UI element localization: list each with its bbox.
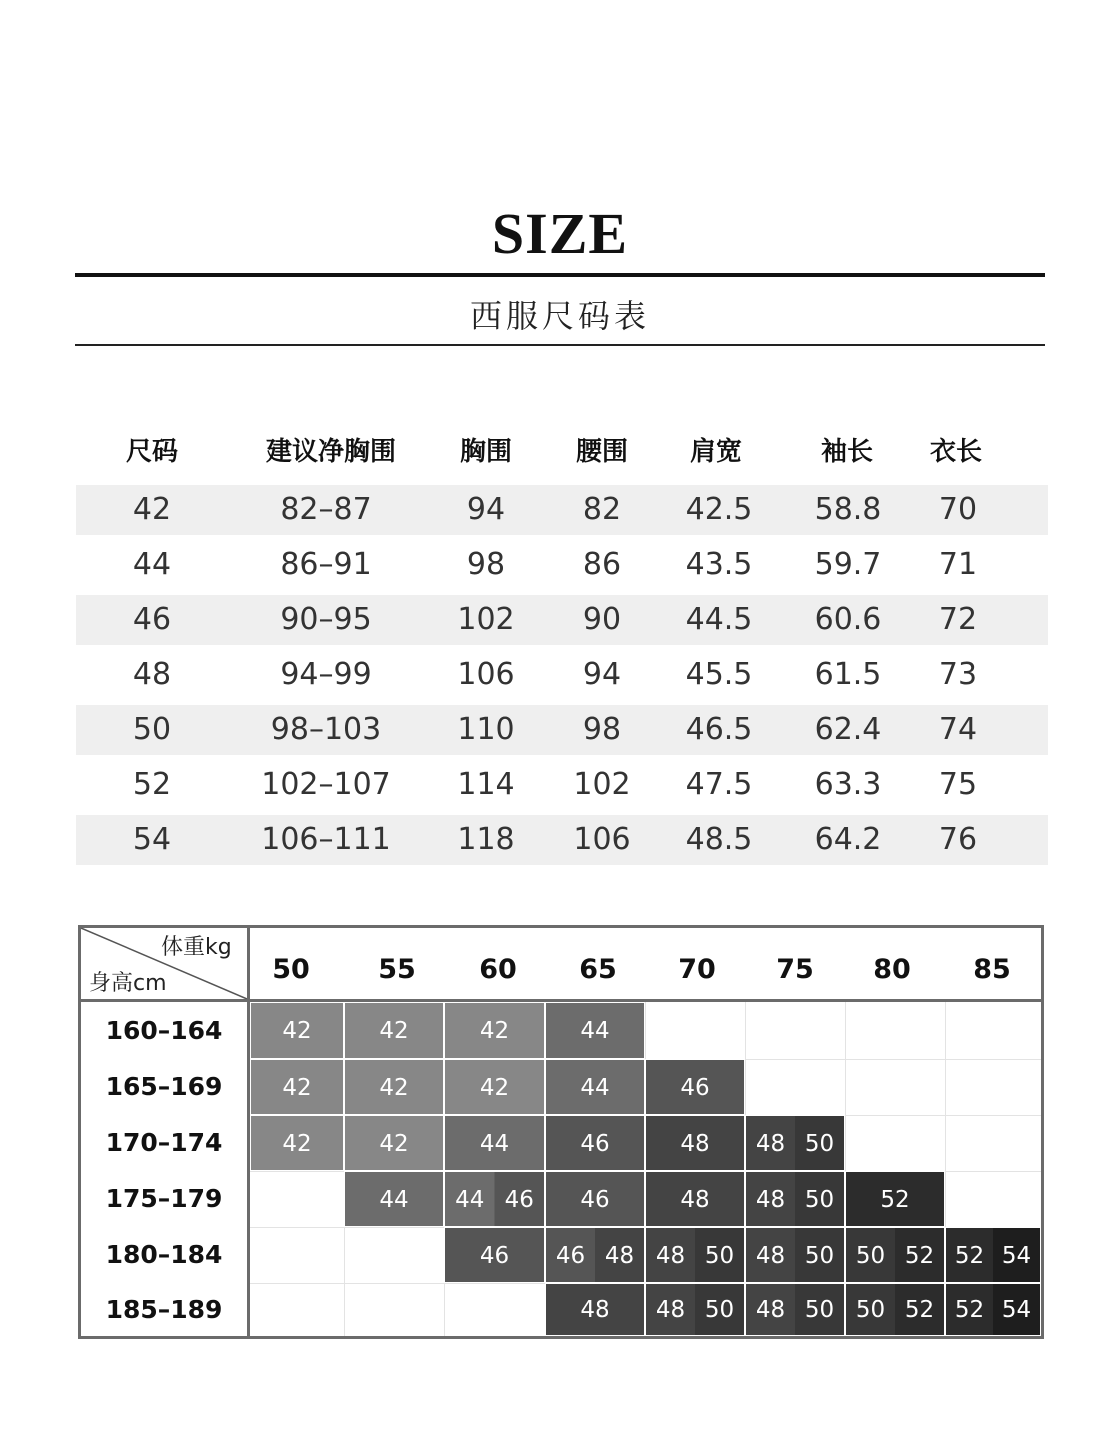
cell-sleeve: 59.7 — [814, 547, 882, 582]
size-cell — [444, 1002, 545, 1059]
size-cell — [645, 1227, 745, 1283]
size-label: 48 — [680, 1131, 710, 1157]
size-label: 54 — [1001, 1297, 1032, 1323]
cell-waist: 86 — [582, 547, 622, 582]
size-label: 44 — [580, 1018, 610, 1044]
cell-length: 73 — [938, 657, 978, 692]
size-cell — [545, 1115, 645, 1171]
header-chest: 胸围 — [459, 437, 513, 467]
size-label: 52 — [954, 1297, 985, 1323]
size-label: 48 — [604, 1243, 635, 1269]
cell-suggested-chest: 86–91 — [280, 547, 372, 582]
size-cell — [545, 1059, 645, 1115]
row-shading — [76, 705, 1048, 755]
cell-sleeve: 62.4 — [814, 712, 882, 747]
cell-chest: 106 — [457, 657, 515, 692]
table-row — [76, 535, 1048, 590]
cell-chest: 94 — [466, 492, 506, 527]
size-label: 46 — [555, 1243, 586, 1269]
size-cell — [745, 1227, 845, 1283]
size-cell — [845, 1283, 945, 1336]
size-label: 48 — [655, 1243, 686, 1269]
title-rule — [75, 273, 1045, 277]
cell-sleeve: 63.3 — [814, 767, 882, 802]
cell-size: 48 — [132, 657, 172, 692]
size-label: 48 — [580, 1297, 610, 1323]
size-label: 50 — [804, 1131, 835, 1157]
size-cell — [745, 1171, 845, 1227]
weight-header: 55 — [378, 954, 416, 985]
cell-shoulder: 42.5 — [685, 492, 753, 527]
size-cell — [444, 1227, 545, 1283]
size-cell — [344, 1115, 444, 1171]
size-cell — [344, 1059, 444, 1115]
cell-waist: 90 — [582, 602, 622, 637]
size-label: 46 — [680, 1075, 710, 1101]
cell-size: 46 — [132, 602, 172, 637]
subtitle-rule — [75, 344, 1045, 346]
size-cell — [344, 1171, 444, 1227]
weight-header: 70 — [678, 954, 716, 985]
cell-shoulder: 45.5 — [685, 657, 753, 692]
cell-size: 52 — [132, 767, 172, 802]
size-cell — [645, 1115, 745, 1171]
size-label: 44 — [580, 1075, 610, 1101]
weight-header: 75 — [776, 954, 814, 985]
height-header: 185–189 — [105, 1295, 223, 1324]
size-cell — [645, 1059, 745, 1115]
height-header: 170–174 — [105, 1128, 223, 1157]
page-subtitle: 西服尺码表 — [469, 297, 650, 335]
size-label: 46 — [479, 1243, 510, 1269]
size-label: 44 — [479, 1131, 510, 1157]
cell-suggested-chest: 98–103 — [270, 712, 382, 747]
size-label: 42 — [282, 1131, 312, 1157]
size-label: 50 — [804, 1297, 835, 1323]
size-label: 42 — [479, 1018, 510, 1044]
table-row — [76, 810, 1048, 865]
cell-length: 76 — [938, 822, 978, 857]
height-header: 180–184 — [105, 1240, 223, 1269]
size-label: 42 — [479, 1075, 510, 1101]
cell-suggested-chest: 102–107 — [261, 767, 391, 802]
size-label: 42 — [282, 1075, 312, 1101]
size-cell — [745, 1115, 845, 1171]
weight-header: 80 — [873, 954, 911, 985]
table-row — [76, 645, 1048, 700]
cell-suggested-chest: 82–87 — [280, 492, 372, 527]
size-label: 46 — [580, 1187, 610, 1213]
cell-sleeve: 64.2 — [814, 822, 882, 857]
height-weight-size-grid — [78, 925, 1044, 1339]
size-label: 52 — [904, 1297, 935, 1323]
cell-length: 75 — [938, 767, 978, 802]
row-shading — [76, 595, 1048, 645]
size-cell — [545, 1171, 645, 1227]
row-shading — [76, 485, 1048, 535]
size-label: 48 — [755, 1243, 786, 1269]
size-label: 42 — [379, 1018, 409, 1044]
size-cell — [250, 1059, 344, 1115]
cell-shoulder: 46.5 — [685, 712, 753, 747]
size-label: 48 — [680, 1187, 710, 1213]
size-label: 50 — [704, 1297, 735, 1323]
cell-waist: 98 — [582, 712, 622, 747]
size-cell — [545, 1283, 645, 1336]
cell-sleeve: 58.8 — [814, 492, 882, 527]
table-row — [76, 755, 1048, 810]
cell-suggested-chest: 94–99 — [280, 657, 372, 692]
size-cell — [444, 1115, 545, 1171]
cell-size: 44 — [132, 547, 172, 582]
header-shoulder: 肩宽 — [689, 437, 743, 467]
table-row — [76, 480, 1048, 535]
weight-header: 85 — [973, 954, 1011, 985]
size-cell — [545, 1227, 645, 1283]
cell-size: 54 — [132, 822, 172, 857]
header-sleeve: 袖长 — [820, 437, 874, 467]
cell-shoulder: 44.5 — [685, 602, 753, 637]
size-label: 50 — [855, 1297, 886, 1323]
size-cell — [645, 1283, 745, 1336]
size-cell — [645, 1171, 745, 1227]
cell-chest: 98 — [466, 547, 506, 582]
size-cell — [945, 1227, 1041, 1283]
size-cell — [250, 1002, 344, 1059]
header-size: 尺码 — [125, 437, 179, 467]
size-label: 50 — [855, 1243, 886, 1269]
cell-length: 74 — [938, 712, 978, 747]
size-label: 50 — [804, 1187, 835, 1213]
size-table — [76, 425, 1048, 865]
size-label: 42 — [379, 1131, 409, 1157]
cell-waist: 102 — [573, 767, 631, 802]
weight-header: 50 — [272, 954, 310, 985]
cell-size: 42 — [132, 492, 172, 527]
row-shading — [76, 815, 1048, 865]
cell-sleeve: 60.6 — [814, 602, 882, 637]
size-cell — [344, 1002, 444, 1059]
cell-length: 72 — [938, 602, 978, 637]
size-label: 48 — [755, 1297, 786, 1323]
cell-shoulder: 47.5 — [685, 767, 753, 802]
size-cell — [444, 1059, 545, 1115]
cell-chest: 102 — [457, 602, 515, 637]
size-label: 50 — [804, 1243, 835, 1269]
table-row — [76, 700, 1048, 755]
size-cell — [845, 1227, 945, 1283]
size-cell — [845, 1171, 945, 1227]
cell-waist: 106 — [573, 822, 631, 857]
cell-chest: 118 — [457, 822, 515, 857]
size-label: 46 — [580, 1131, 610, 1157]
size-label: 52 — [954, 1243, 985, 1269]
corner-weight-label: 体重kg — [161, 935, 232, 960]
cell-suggested-chest: 90–95 — [280, 602, 372, 637]
size-cell — [444, 1171, 545, 1227]
size-label: 44 — [455, 1187, 485, 1213]
cell-waist: 82 — [582, 492, 622, 527]
size-label: 48 — [655, 1297, 686, 1323]
header-suggested-chest: 建议净胸围 — [265, 437, 397, 467]
size-label: 48 — [755, 1131, 786, 1157]
size-label: 42 — [282, 1018, 312, 1044]
size-cell — [945, 1283, 1041, 1336]
corner-height-label: 身高cm — [89, 971, 167, 996]
header-waist: 腰围 — [575, 437, 629, 467]
cell-chest: 110 — [457, 712, 515, 747]
weight-header: 65 — [579, 954, 617, 985]
size-cell — [250, 1115, 344, 1171]
size-label: 52 — [904, 1243, 935, 1269]
size-label: 44 — [379, 1187, 409, 1213]
header-length: 衣长 — [929, 437, 983, 467]
cell-suggested-chest: 106–111 — [261, 822, 391, 857]
size-label: 52 — [880, 1187, 910, 1213]
cell-length: 71 — [938, 547, 978, 582]
cell-waist: 94 — [582, 657, 622, 692]
height-header: 165–169 — [105, 1072, 223, 1101]
cell-sleeve: 61.5 — [814, 657, 882, 692]
cell-shoulder: 43.5 — [685, 547, 753, 582]
weight-header: 60 — [479, 954, 517, 985]
height-header: 175–179 — [105, 1184, 223, 1213]
cell-length: 70 — [938, 492, 978, 527]
size-label: 48 — [755, 1187, 786, 1213]
cell-chest: 114 — [457, 767, 515, 802]
table-row — [76, 590, 1048, 645]
cell-shoulder: 48.5 — [685, 822, 753, 857]
size-table-header — [76, 425, 1048, 480]
size-label: 50 — [704, 1243, 735, 1269]
height-header: 160–164 — [105, 1016, 223, 1045]
page-title: SIZE — [491, 201, 629, 266]
size-label: 54 — [1001, 1243, 1032, 1269]
size-cell — [545, 1002, 645, 1059]
cell-size: 50 — [132, 712, 172, 747]
size-cell — [745, 1283, 845, 1336]
size-label: 46 — [504, 1187, 534, 1213]
size-label: 42 — [379, 1075, 409, 1101]
